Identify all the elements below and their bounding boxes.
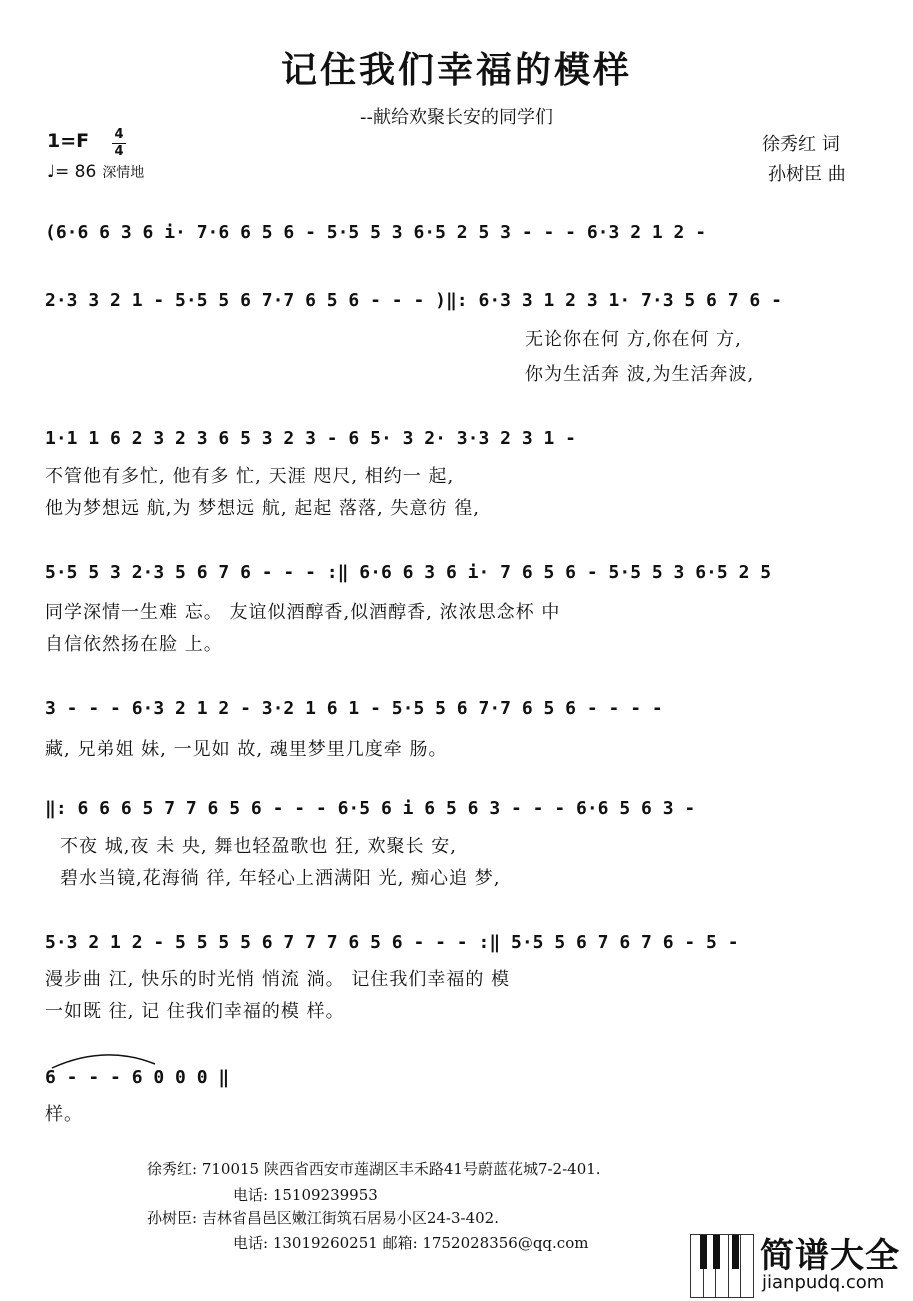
lyric-line: 无论你在何 方,你在何 方,	[525, 329, 742, 350]
logo-name: 简谱大全	[760, 1236, 900, 1276]
footer-contact-1: 徐秀红: 710015 陕西省西安市莲湖区丰禾路41号蔚蓝花城7-2-401.	[147, 1160, 601, 1178]
lyricist-credit: 徐秀红 词	[762, 134, 840, 155]
time-signature	[112, 128, 126, 159]
score-system-6: ‖: 6 6 6 5 7 7 6 5 6 - - - 6·5 6 i 6 5 6 3 - - - 6·6 5 6 3 -	[45, 798, 696, 819]
lyric-line: 藏, 兄弟姐 妹, 一见如 故, 魂里梦里几度牵 肠。	[45, 739, 448, 760]
slur-mark	[50, 1050, 160, 1070]
lyric-line: 碧水当镜,花海徜 徉, 年轻心上洒满阳 光, 痴心追 梦,	[60, 868, 501, 889]
lyric-line: 一如既 往, 记 住我们幸福的模 样。	[45, 1001, 345, 1022]
lyric-line: 你为生活奔 波,为生活奔波,	[525, 364, 755, 385]
page-subtitle: --献给欢聚长安的同学们	[360, 107, 553, 128]
tempo	[47, 162, 144, 182]
score-system-7: 5·3 2 1 2 - 5 5 5 5 6 7 7 7 6 5 6 - - - :‖ 5·5 5 6 7 6 7 6 - 5 -	[45, 932, 739, 953]
lyric-line: 漫步曲 江, 快乐的时光悄 悄流 淌。 记住我们幸福的 模	[45, 969, 511, 990]
lyric-line: 不管他有多忙, 他有多 忙, 天涯 咫尺, 相约一 起,	[45, 466, 455, 487]
score-system-2: 2·3 3 2 1 - 5·5 5 6 7·7 6 5 6 - - - )‖: 6·3 3 1 2 3 1· 7·3 5 6 7 6 -	[45, 290, 782, 311]
lyric-line: 他为梦想远 航,为 梦想远 航, 起起 落落, 失意彷 徨,	[45, 498, 480, 519]
footer-contact-2: 孙树臣: 吉林省昌邑区嫩江街筑石居易小区24-3-402.	[147, 1209, 499, 1227]
score-system-8: 6 - - - 6 0 0 0 ‖	[45, 1067, 230, 1088]
score-system-4: 5·5 5 3 2·3 5 6 7 6 - - - :‖ 6·6 6 3 6 i· 7 6 5 6 - 5·5 5 3 6·5 2 5	[45, 562, 772, 583]
key-signature: 1=F	[47, 130, 90, 152]
footer-phone-1: 电话: 15109239953	[233, 1186, 378, 1204]
logo-url: jianpudq.com	[762, 1272, 885, 1293]
page-title: 记住我们幸福的模样	[280, 50, 632, 91]
composer-credit: 孙树臣 曲	[768, 164, 846, 185]
score-system-1: (6·6 6 3 6 i· 7·6 6 5 6 - 5·5 5 3 6·5 2 5 3 - - - 6·3 2 1 2 -	[45, 222, 707, 243]
score-system-3: 1·1 1 6 2 3 2 3 6 5 3 2 3 - 6 5· 3 2· 3·3 2 3 1 -	[45, 428, 577, 449]
footer-phone-2: 电话: 13019260251 邮箱: 1752028356@qq.com	[233, 1234, 589, 1252]
tempo-marking: 深情地	[102, 165, 145, 181]
lyric-line: 不夜 城,夜 未 央, 舞也轻盈歌也 狂, 欢聚长 安,	[60, 836, 457, 857]
tempo-value: ♩= 86	[47, 162, 97, 182]
time-signature-top: 4	[114, 127, 124, 142]
score-system-5: 3 - - - 6·3 2 1 2 - 3·2 1 6 1 - 5·5 5 6 7·7 6 5 6 - - - -	[45, 698, 663, 719]
lyric-line: 样。	[45, 1104, 83, 1125]
time-signature-bottom: 4	[114, 144, 124, 159]
site-logo	[690, 1228, 913, 1301]
piano-keys-icon	[690, 1234, 754, 1298]
lyric-line: 自信依然扬在脸 上。	[45, 634, 223, 655]
lyric-line: 同学深情一生难 忘。 友谊似酒醇香,似酒醇香, 浓浓思念杯 中	[45, 602, 561, 623]
